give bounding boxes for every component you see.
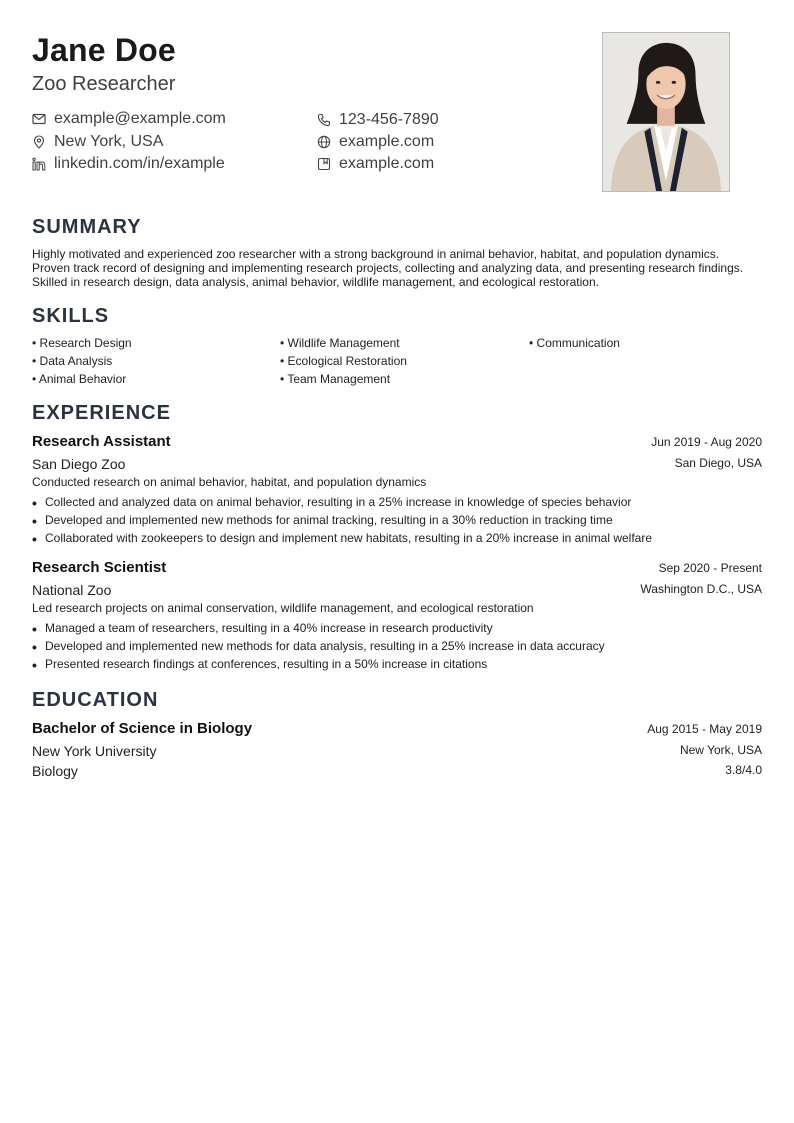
linkedin-text: linkedin.com/in/example — [54, 155, 225, 172]
globe-icon — [317, 135, 331, 149]
job-description: Conducted research on animal behavior, habitat, and population dynamics — [32, 475, 427, 489]
job-location: Washington D.C., USA — [640, 582, 762, 596]
skill-item: • Ecological Restoration — [280, 354, 407, 368]
summary-text — [32, 247, 764, 289]
linkedin-icon — [32, 157, 46, 171]
contact-email[interactable] — [32, 108, 226, 130]
section-summary-title: SUMMARY — [32, 216, 142, 238]
location-pin-icon — [32, 135, 46, 149]
phone-icon — [317, 113, 331, 127]
job-title: Research Assistant — [32, 433, 171, 450]
skill-item: • Research Design — [32, 336, 132, 350]
summary-line: Skilled in research design, data analysis, animal behavior, wildlife management, and ecological restoration. — [32, 275, 599, 289]
skill-item: • Animal Behavior — [32, 372, 127, 386]
summary-line: Highly motivated and experienced zoo researcher with a strong background in animal behavior, habitat, and population dynamics. — [32, 247, 720, 261]
contact-website[interactable] — [317, 131, 434, 153]
contact-phone[interactable] — [317, 109, 439, 131]
portfolio-text: example.com — [339, 155, 435, 172]
education-field: Biology — [32, 763, 78, 779]
mail-icon — [32, 112, 46, 126]
job-dates: Jun 2019 - Aug 2020 — [651, 435, 762, 449]
resume-header — [32, 30, 592, 98]
education-dates: Aug 2015 - May 2019 — [647, 722, 762, 736]
candidate-title: Zoo Researcher — [32, 73, 176, 95]
contact-linkedin[interactable] — [32, 153, 225, 175]
job-company: National Zoo — [32, 582, 112, 598]
candidate-name: Jane Doe — [32, 32, 176, 68]
education-location: New York, USA — [679, 743, 762, 757]
job-bullet: • Collected and analyzed data on animal behavior, resulting in a 25% increase in knowledge of species behavior — [32, 494, 632, 511]
summary-line: Proven track record of designing and implementing research projects, collecting and analyzing data, and presenting research findings. — [32, 261, 744, 275]
job-title: Research Scientist — [32, 559, 167, 576]
job-bullet: • Developed and implemented new methods for data analysis, resulting in a 25% increase in data accuracy — [32, 638, 605, 655]
job-bullet: • Managed a team of researchers, resulting in a 40% increase in research productivity — [32, 620, 493, 637]
section-skills-title: SKILLS — [32, 305, 110, 327]
email-text: example@example.com — [54, 110, 226, 127]
contact-location — [32, 131, 163, 153]
phone-text: 123-456-7890 — [339, 111, 439, 128]
contact-portfolio[interactable] — [317, 153, 434, 175]
job-description: Led research projects on animal conservation, wildlife management, and ecological restoration — [32, 601, 534, 615]
website-text: example.com — [339, 133, 435, 150]
bookmark-icon — [317, 157, 331, 171]
job-bullet: • Developed and implemented new methods for animal tracking, resulting in a 30% reduction in tracking time — [32, 512, 613, 529]
section-experience-title: EXPERIENCE — [32, 402, 171, 424]
location-text: New York, USA — [54, 133, 164, 150]
job-company: San Diego Zoo — [32, 456, 126, 472]
profile-photo — [602, 32, 730, 192]
skill-item: • Data Analysis — [32, 354, 113, 368]
education-degree: Bachelor of Science in Biology — [32, 720, 253, 737]
section-education-title: EDUCATION — [32, 689, 159, 711]
job-bullet: • Collaborated with zookeepers to design and implement new habitats, resulting in a 20% increase in animal welfare — [32, 530, 653, 547]
education-gpa: 3.8/4.0 — [725, 763, 762, 777]
skill-item: • Communication — [529, 336, 620, 350]
skill-item: • Wildlife Management — [280, 336, 400, 350]
education-school: New York University — [32, 743, 157, 759]
job-bullet: • Presented research findings at conferences, resulting in a 50% increase in citations — [32, 656, 488, 673]
job-location: San Diego, USA — [674, 456, 762, 470]
skill-item: • Team Management — [280, 372, 391, 386]
job-dates: Sep 2020 - Present — [658, 561, 762, 575]
